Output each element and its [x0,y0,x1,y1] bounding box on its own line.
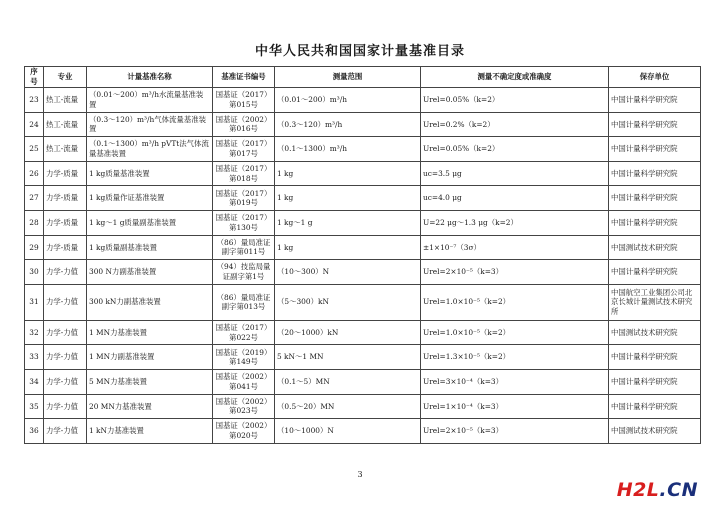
cell-cert: 国基证（2002）第041号 [213,369,275,394]
cell-no: 34 [25,369,44,394]
cell-cert: 国基证（2002）第020号 [213,419,275,444]
cell-cert: 国基证（2017）第015号 [213,88,275,113]
cell-org: 中国测试技术研究院 [609,419,701,444]
cell-uncertainty: U=22 μg～1.3 μg（k=2） [421,210,609,235]
cell-no: 27 [25,186,44,211]
cell-name: 1 kN力基准装置 [87,419,213,444]
cell-name: 300 N力副基准装置 [87,260,213,285]
cell-range: （0.5～20）MN [275,394,421,419]
cell-cert: 国基证（2019）第149号 [213,345,275,370]
cell-major: 力学-力值 [44,260,87,285]
cell-org: 中国测试技术研究院 [609,235,701,260]
cell-org: 中国计量科学研究院 [609,369,701,394]
table-row [25,419,701,444]
cell-range: 5 kN～1 MN [275,345,421,370]
table-row [25,235,701,260]
header-major: 专业 [44,67,87,88]
cell-uncertainty: Urel=3×10⁻⁴（k=3） [421,369,609,394]
cell-name: （0.01～200）m³/h水流量基准装置 [87,88,213,113]
cell-range: （0.1～5）MN [275,369,421,394]
cell-org: 中国计量科学研究院 [609,137,701,162]
cell-name: 1 kg质量作证基准装置 [87,186,213,211]
cell-uncertainty: Urel=1.3×10⁻⁵（k=2） [421,345,609,370]
cell-range: 1 kg [275,161,421,186]
header-cert: 基准证书编号 [213,67,275,88]
cell-uncertainty: Urel=2×10⁻⁵（k=3） [421,260,609,285]
table-row [25,369,701,394]
header-org: 保存单位 [609,67,701,88]
cell-org: 中国计量科学研究院 [609,345,701,370]
cell-org: 中国计量科学研究院 [609,394,701,419]
cell-range: （0.01～200）m³/h [275,88,421,113]
cell-range: （20～1000）kN [275,320,421,345]
header-uncertainty: 测量不确定度或准确度 [421,67,609,88]
cell-major: 热工-流量 [44,137,87,162]
table-row [25,186,701,211]
cell-major: 力学-力值 [44,284,87,320]
cell-no: 26 [25,161,44,186]
cell-uncertainty: Urel=1×10⁻⁴（k=3） [421,394,609,419]
cell-org: 中国计量科学研究院 [609,186,701,211]
cell-no: 36 [25,419,44,444]
table-row [25,112,701,137]
cell-name: 20 MN力基准装置 [87,394,213,419]
cell-name: 1 kg质量副基准装置 [87,235,213,260]
watermark-left: H2L [616,479,660,501]
cell-name: 1 MN力副基准装置 [87,345,213,370]
header-range: 测量范围 [275,67,421,88]
cell-major: 力学-质量 [44,210,87,235]
cell-uncertainty: uc=4.0 μg [421,186,609,211]
cell-uncertainty: Urel=0.2%（k=2） [421,112,609,137]
cell-org: 中国计量科学研究院 [609,112,701,137]
cell-uncertainty: Urel=1.0×10⁻⁵（k=2） [421,284,609,320]
page-number: 3 [357,470,363,479]
cell-major: 力学-力值 [44,345,87,370]
cell-major: 力学-质量 [44,235,87,260]
table-row [25,394,701,419]
cell-name: 5 MN力基准装置 [87,369,213,394]
cell-cert: 国基证（2017）第022号 [213,320,275,345]
cell-major: 力学-力值 [44,394,87,419]
cell-name: 1 MN力基准装置 [87,320,213,345]
cell-no: 29 [25,235,44,260]
site-watermark-logo [617,479,698,501]
cell-no: 30 [25,260,44,285]
cell-cert: （86）量局准证副字第011号 [213,235,275,260]
cell-range: 1 kg [275,235,421,260]
cell-no: 28 [25,210,44,235]
cell-uncertainty: Urel=0.05%（k=2） [421,137,609,162]
cell-range: （0.3～120）m³/h [275,112,421,137]
cell-cert: （94）技监局量证副字第1号 [213,260,275,285]
cell-cert: 国基证（2017）第019号 [213,186,275,211]
cell-name: 1 kg质量基准装置 [87,161,213,186]
cell-org: 中国计量科学研究院 [609,260,701,285]
cell-major: 力学-力值 [44,369,87,394]
cell-no: 25 [25,137,44,162]
cell-major: 力学-质量 [44,161,87,186]
cell-cert: 国基证（2002）第023号 [213,394,275,419]
cell-no: 35 [25,394,44,419]
cell-org: 中国计量科学研究院 [609,210,701,235]
table-row [25,137,701,162]
cell-cert: 国基证（2017）第130号 [213,210,275,235]
cell-no: 23 [25,88,44,113]
cell-org: 中国计量科学研究院 [609,161,701,186]
cell-name: 300 kN力副基准装置 [87,284,213,320]
standards-table [24,66,701,444]
cell-name: （0.1～1300）m³/h pVTt法气体流量基准装置 [87,137,213,162]
cell-no: 24 [25,112,44,137]
cell-cert: （86）量局准证副字第013号 [213,284,275,320]
cell-cert: 国基证（2002）第016号 [213,112,275,137]
cell-major: 力学-力值 [44,320,87,345]
cell-range: （5～300）kN [275,284,421,320]
cell-major: 热工-流量 [44,88,87,113]
page-title: 中华人民共和国国家计量基准目录 [254,44,465,59]
cell-no: 33 [25,345,44,370]
header-name: 计量基准名称 [87,67,213,88]
cell-range: （10～1000）N [275,419,421,444]
cell-org: 中国测试技术研究院 [609,320,701,345]
cell-cert: 国基证（2017）第018号 [213,161,275,186]
cell-major: 热工-流量 [44,112,87,137]
table-row [25,320,701,345]
cell-uncertainty: ±1×10⁻⁷（3σ） [421,235,609,260]
watermark-right: .CN [659,479,698,501]
table-row [25,260,701,285]
cell-uncertainty: Urel=2×10⁻⁵（k=3） [421,419,609,444]
cell-range: 1 kg [275,186,421,211]
cell-range: 1 kg～1 g [275,210,421,235]
table-row [25,161,701,186]
cell-org: 中国航空工业集团公司北京长城计量测试技术研究所 [609,284,701,320]
cell-org: 中国计量科学研究院 [609,88,701,113]
cell-range: （0.1～1300）m³/h [275,137,421,162]
table-header-row [25,67,701,88]
cell-no: 31 [25,284,44,320]
cell-uncertainty: Urel=1.0×10⁻⁵（k=2） [421,320,609,345]
cell-no: 32 [25,320,44,345]
cell-name: （0.3～120）m³/h气体流量基准装置 [87,112,213,137]
table-row [25,284,701,320]
table-row [25,345,701,370]
cell-range: （10～300）N [275,260,421,285]
table-row [25,88,701,113]
cell-uncertainty: Urel=0.05%（k=2） [421,88,609,113]
cell-major: 力学-质量 [44,186,87,211]
cell-cert: 国基证（2017）第017号 [213,137,275,162]
cell-name: 1 kg～1 g质量副基准装置 [87,210,213,235]
table-row [25,210,701,235]
cell-major: 力学-力值 [44,419,87,444]
cell-uncertainty: uc=3.5 μg [421,161,609,186]
header-no: 序号 [25,67,44,88]
